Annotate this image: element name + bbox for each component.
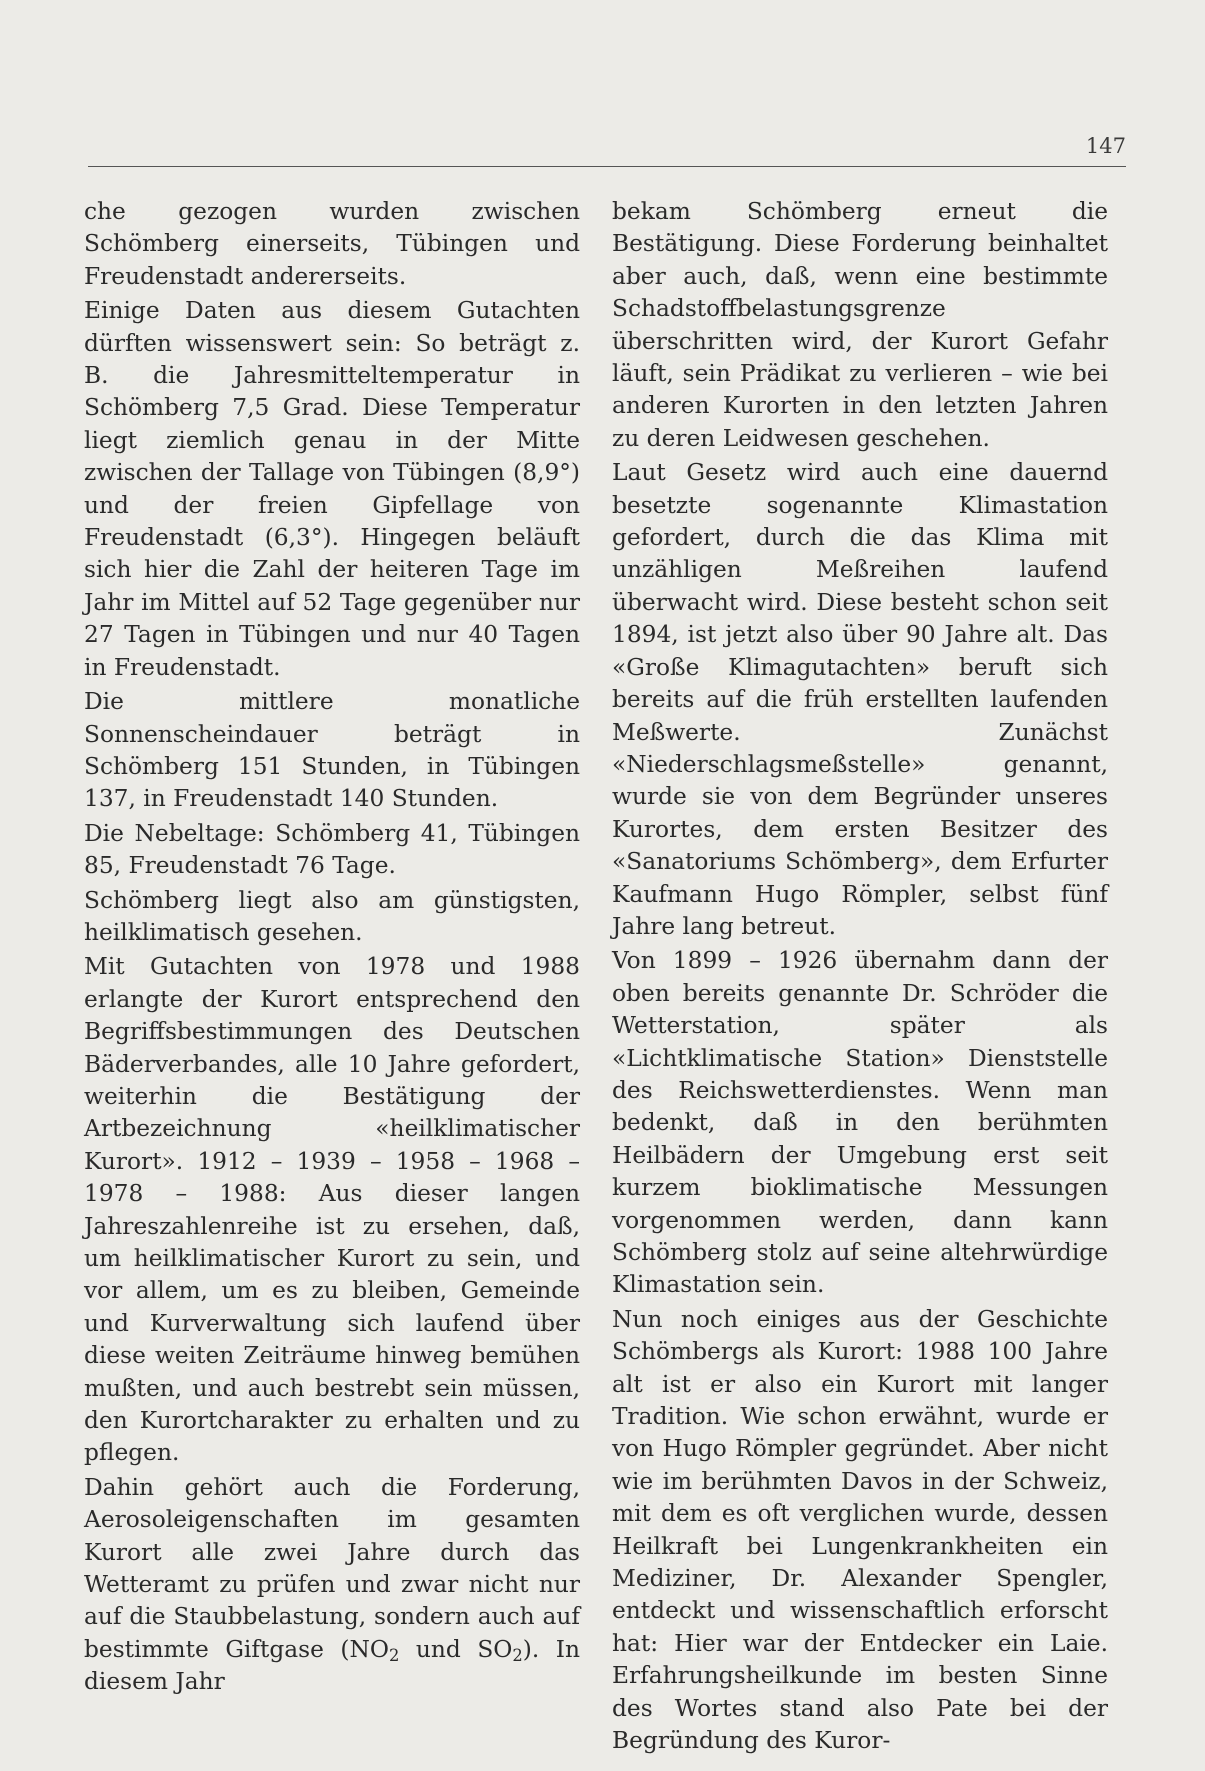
right-column	[612, 196, 1108, 1760]
left-paragraph-3: Die mittlere monatliche Sonnenscheindauer beträgt in Schömberg 151 Stunden, in Tübingen 137, in Freudenstadt 140 Stunden.	[84, 688, 580, 813]
left-paragraph-7-part-b: und SO	[399, 1635, 513, 1663]
left-paragraph-7-part-c: ). In diesem Jahr	[84, 1635, 581, 1696]
left-paragraph-5: Schömberg liegt also am günstigsten, heilklimatisch gesehen.	[84, 886, 580, 946]
left-paragraph-4: Die Nebeltage: Schömberg 41, Tübingen 85, Freudenstadt 76 Tage.	[84, 819, 580, 880]
left-paragraph-6: Mit Gutachten von 1978 und 1988 erlangte der Kurort entsprechend den Begriffsbestimmungen des Deutschen Bäderverbandes, alle 10 Jahre gefordert, weiterhin die Bestätigung der Artbezeichnung «heilklimatischer Kurort». 1912 – 1939 – 1958 – 1968 – 1978 – 1988: Aus dieser langen Jahreszahlenreihe ist zu ersehen, daß, um heilklimatischer Kurort zu sein, und vor allem, um es zu bleiben, Gemeinde und Kurverwaltung sich laufend über diese weiten Zeiträume hinweg bemühen mußten, und auch bestrebt sein müssen, den Kurortcharakter zu erhalten und zu pflegen.	[84, 953, 580, 1467]
left-column	[84, 196, 580, 1701]
right-paragraph-1: bekam Schömberg erneut die Bestätigung. Diese Forderung beinhaltet aber auch, daß, wenn eine bestimmte Schadstoffbelastungsgrenze überschritten wird, der Kurort Gefahr läuft, sein Prädikat zu verlieren – wie bei anderen Kurorten in den letzten Jahren zu deren Leidwesen geschehen.	[612, 198, 1108, 452]
left-paragraph-7	[84, 1472, 580, 1699]
so2-subscript: 2	[512, 1645, 523, 1665]
right-paragraph-2: Laut Gesetz wird auch eine dauernd besetzte sogenannte Klimastation gefordert, durch die das Klima mit unzähligen Meßreihen laufend überwacht wird. Diese besteht schon seit 1894, ist jetzt also über 90 Jahre alt. Das «Große Klimagutachten» beruft sich bereits auf die früh erstellten laufenden Meßwerte. Zunächst «Niederschlagsmeßstelle» genannt, wurde sie von dem Begründer unseres Kurortes, dem ersten Besitzer des «Sanatoriums Schömberg», dem Erfurter Kaufmann Hugo Römpler, selbst fünf Jahre lang betreut.	[612, 459, 1108, 940]
left-paragraph-2: Einige Daten aus diesem Gutachten dürften wissenswert sein: So beträgt z. B. die Jahresmitteltemperatur in Schömberg 7,5 Grad. Diese Temperatur liegt ziemlich genau in der Mitte zwischen der Tallage von Tübingen (8,9°) und der freien Gipfellage von Freudenstadt (6,3°). Hingegen beläuft sich hier die Zahl der heiteren Tage im Jahr im Mittel auf 52 Tage gegenüber nur 27 Tagen in Tübingen und nur 40 Tagen in Freudenstadt.	[84, 297, 580, 681]
page-header-rule	[88, 134, 1126, 167]
page-number: 147	[1085, 134, 1126, 158]
no2-subscript: 2	[389, 1645, 400, 1665]
left-paragraph-7-part-a: Dahin gehört auch die Forderung, Aerosoleigenschaften im gesamten Kurort alle zwei Jahre durch das Wetteramt zu prüfen und zwar nicht nur auf die Staubbelastung, sondern auch auf bestimmte Giftgase (NO	[84, 1473, 580, 1663]
left-paragraph-1: che gezogen wurden zwischen Schömberg einerseits, Tübingen und Freudenstadt andererseits.	[84, 198, 580, 290]
right-paragraph-3: Von 1899 – 1926 übernahm dann der oben bereits genannte Dr. Schröder die Wetterstation, später als «Lichtklimatische Station» Dienststelle des Reichswetterdienstes. Wenn man bedenkt, daß in den berühmten Heilbädern der Umgebung erst seit kurzem bioklimatische Messungen vorgenommen werden, dann kann Schömberg stolz auf seine altehrwürdige Klimastation sein.	[612, 947, 1108, 1299]
right-paragraph-4: Nun noch einiges aus der Geschichte Schömbergs als Kurort: 1988 100 Jahre alt ist er also ein Kurort mit langer Tradition. Wie schon erwähnt, wurde er von Hugo Römpler gegründet. Aber nicht wie im berühmten Davos in der Schweiz, mit dem es oft verglichen wurde, dessen Heilkraft bei Lungenkrankheiten ein Mediziner, Dr. Alexander Spengler, entdeckt und wissenschaftlich erforscht hat: Hier war der Entdecker ein Laie. Erfahrungsheilkunde im besten Sinne des Wortes stand also Pate bei der Begründung des Kuror-	[612, 1305, 1108, 1755]
